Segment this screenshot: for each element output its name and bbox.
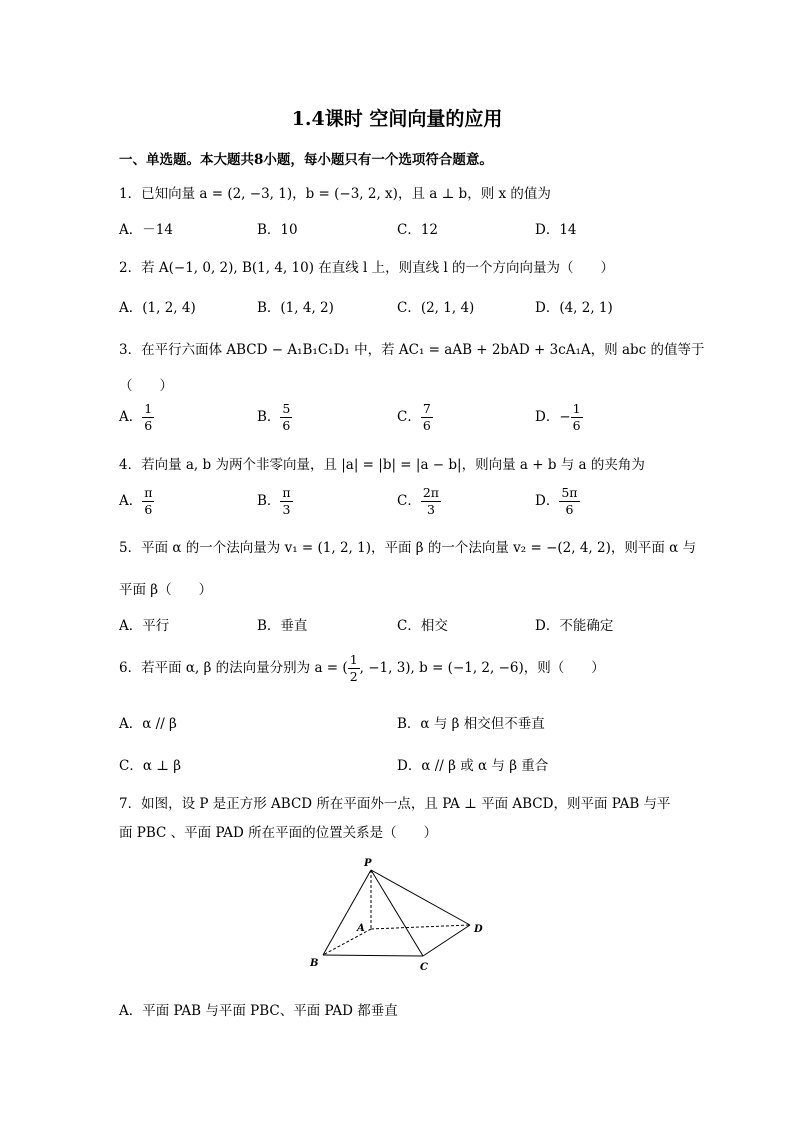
edge-pc — [371, 870, 423, 956]
fraction: $\frac{2\pi}{3}$ — [422, 485, 440, 517]
question-7-stem-line-1: 7．如图，设 P 是正方形 ABCD 所在平面外一点，且 PA ⊥ 平面 ABCD，则平面 PAB 与平 — [119, 796, 671, 812]
question-3-stem-line-2: （ ） — [119, 378, 173, 394]
label-a: A — [357, 923, 365, 934]
page-title: 1.4课时 空间向量的应用 — [291, 108, 503, 130]
question-4-option-c[interactable] — [397, 485, 441, 518]
question-2-option-a[interactable]: A．(1, 2, 4) — [119, 300, 196, 316]
fraction: $\frac{1}{2}$ — [349, 652, 358, 684]
label-b: B — [310, 958, 319, 969]
label-d: D — [474, 924, 483, 935]
question-3-option-b[interactable] — [257, 401, 292, 434]
question-1-option-b[interactable]: B．10 — [257, 222, 298, 238]
stem-part: , −1, 3), b = (−1, 2, −6)，则（ ） — [359, 660, 605, 676]
option-label: A． — [119, 409, 143, 425]
question-6-option-a[interactable]: A．α // β — [119, 716, 177, 732]
fraction: $\frac{\pi}{3}$ — [282, 485, 291, 517]
question-4-option-d[interactable] — [535, 485, 580, 518]
fraction: $\frac{5\pi}{6}$ — [561, 485, 578, 517]
question-5-stem-line-2: 平面 β（ ） — [119, 582, 213, 598]
edge-cd — [423, 925, 470, 956]
fraction: $\frac{1}{6}$ — [572, 401, 581, 433]
question-2-option-b[interactable]: B．(1, 4, 2) — [257, 300, 334, 316]
question-3-stem-line-1: 3．在平行六面体 ABCD − A₁B₁C₁D₁ 中，若 AC₁ = aAB + 2bAD + 3cA₁A，则 abc 的值等于 — [119, 342, 705, 358]
question-2-stem: 2．若 A(−1, 0, 2), B(1, 4, 10) 在直线 l 上，则直线 l 的一个方向向量为（ ） — [119, 260, 615, 276]
question-5-option-c[interactable]: C．相交 — [397, 618, 448, 634]
option-label: C． — [397, 409, 421, 425]
question-7-stem-line-2: 面 PBC 、平面 PAD 所在平面的位置关系是（ ） — [119, 825, 438, 841]
question-2-option-d[interactable]: D．(4, 2, 1) — [535, 300, 613, 316]
question-1-option-a[interactable]: A．－14 — [119, 222, 173, 238]
pyramid-figure — [300, 852, 500, 972]
fraction: $\frac{\pi}{6}$ — [144, 485, 153, 517]
label-p: P — [364, 858, 372, 869]
edge-ad — [371, 925, 470, 929]
edge-pd — [371, 870, 470, 925]
question-6-option-d[interactable]: D．α // β 或 α 与 β 重合 — [397, 758, 549, 774]
fraction: $\frac{5}{6}$ — [282, 401, 291, 433]
question-6-option-c[interactable]: C．α ⊥ β — [119, 758, 182, 774]
question-6-option-b[interactable]: B．α 与 β 相交但不垂直 — [397, 716, 545, 732]
fraction: $\frac{7}{6}$ — [422, 401, 431, 433]
question-1-option-d[interactable]: D．14 — [535, 222, 577, 238]
edge-bc — [323, 955, 423, 956]
question-3-option-d[interactable] — [535, 401, 583, 434]
option-label: C． — [397, 493, 421, 509]
option-label: B． — [257, 409, 281, 425]
option-label: D． — [535, 409, 560, 425]
option-label: D． — [535, 493, 560, 509]
question-4-option-b[interactable] — [257, 485, 293, 518]
question-5-option-b[interactable]: B．垂直 — [257, 618, 308, 634]
option-label: A． — [119, 493, 143, 509]
label-c: C — [420, 962, 428, 972]
question-1-option-c[interactable]: C．12 — [397, 222, 439, 238]
question-5-option-d[interactable]: D．不能确定 — [535, 618, 614, 634]
question-6-stem — [119, 652, 605, 685]
question-2-option-c[interactable]: C．(2, 1, 4) — [397, 300, 475, 316]
minus-sign: − — [559, 409, 571, 425]
question-5-stem-line-1: 5．平面 α 的一个法向量为 v₁ = (1, 2, 1)，平面 β 的一个法向量 v₂ = −(2, 4, 2)，则平面 α 与 — [119, 540, 697, 556]
option-label: B． — [257, 493, 281, 509]
question-3-option-a[interactable] — [119, 401, 154, 434]
question-3-option-c[interactable] — [397, 401, 433, 434]
stem-part: 6．若平面 α, β 的法向量分别为 a = ( — [119, 660, 348, 676]
fraction: $\frac{1}{6}$ — [144, 401, 153, 433]
question-1-stem: 1．已知向量 a = (2, −3, 1)，b = (−3, 2, x)，且 a ⊥ b，则 x 的值为 — [119, 186, 551, 202]
question-4-option-a[interactable] — [119, 485, 154, 518]
question-7-option-a[interactable]: A．平面 PAB 与平面 PBC、平面 PAD 都垂直 — [119, 1003, 398, 1019]
question-4-stem: 4．若向量 a, b 为两个非零向量，且 |a| = |b| = |a − b|，则向量 a + b 与 a 的夹角为 — [119, 457, 645, 473]
question-5-option-a[interactable]: A．平行 — [119, 618, 170, 634]
section-heading: 一、单选题。本大题共8小题，每小题只有一个选项符合题意。 — [119, 152, 493, 168]
